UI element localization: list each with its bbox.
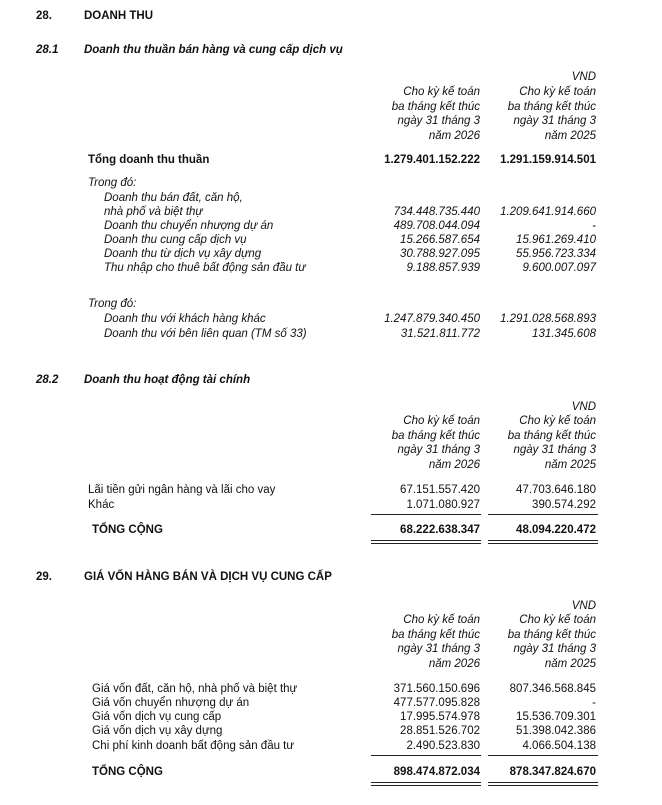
- row-label: Chi phí kinh doanh bất động sản đầu tư: [92, 740, 295, 752]
- value-2026: 1.279.401.152.222: [384, 154, 480, 166]
- row-label: Doanh thu với khách hàng khác: [104, 313, 266, 325]
- value-2025: 1.209.641.914.660: [500, 206, 596, 218]
- value-2025: -: [592, 220, 596, 232]
- row-label: Tổng doanh thu thuần: [88, 154, 210, 166]
- value-2025: 51.398.042.386: [516, 725, 596, 737]
- total-double-rule: [488, 540, 598, 544]
- row-label-continued: nhà phố và biệt thự: [104, 206, 203, 218]
- column-header-2026: Cho kỳ kế toán ba tháng kết thúc ngày 31 tháng 3 năm 2026: [391, 86, 480, 142]
- value-2026: 17.995.574.978: [400, 711, 480, 723]
- section-number: 29.: [36, 571, 52, 583]
- column-header-2025: Cho kỳ kế toán ba tháng kết thúc ngày 31 tháng 3 năm 2025: [507, 415, 596, 471]
- row-label: Giá vốn dịch vụ cung cấp: [92, 711, 222, 723]
- total-double-rule: [371, 540, 481, 544]
- row-label: Doanh thu với bên liên quan (TM số 33): [104, 328, 307, 340]
- row-label: TỔNG CỘNG: [92, 524, 163, 536]
- row-label: Doanh thu từ dịch vụ xây dựng: [104, 248, 262, 260]
- section-title: DOANH THU: [84, 10, 153, 22]
- subsection-title: Doanh thu hoạt động tài chính: [84, 374, 251, 386]
- row-label: Khác: [88, 499, 115, 511]
- value-2026: 489.708.044.094: [393, 220, 480, 232]
- unit-label: VND: [571, 71, 596, 83]
- value-2026: 67.151.557.420: [400, 484, 480, 496]
- subsection-number: 28.2: [36, 374, 59, 386]
- section-title: GIÁ VỐN HÀNG BÁN VÀ DỊCH VỤ CUNG CẤP: [84, 571, 332, 583]
- row-label: Thu nhập cho thuê bất động sản đầu tư: [104, 262, 306, 274]
- subsection-number: 28.1: [36, 44, 59, 56]
- column-header-2026: Cho kỳ kế toán ba tháng kết thúc ngày 31 tháng 3 năm 2026: [391, 415, 480, 471]
- column-header-2025: Cho kỳ kế toán ba tháng kết thúc ngày 31 tháng 3 năm 2025: [507, 86, 596, 142]
- value-2026: 30.788.927.095: [400, 248, 480, 260]
- value-2025: 1.291.159.914.501: [500, 154, 596, 166]
- value-2025: 878.347.824.670: [509, 766, 596, 778]
- row-label: Lãi tiền gửi ngân hàng và lãi cho vay: [88, 484, 276, 496]
- unit-label: VND: [571, 401, 596, 413]
- row-label: Doanh thu bán đất, căn hộ,: [104, 192, 243, 204]
- subsection-title: Doanh thu thuần bán hàng và cung cấp dịch vụ: [84, 44, 343, 56]
- value-2026: 371.560.150.696: [393, 683, 480, 695]
- value-2026: 28.851.526.702: [400, 725, 480, 737]
- row-label: Doanh thu cung cấp dịch vụ: [104, 234, 247, 246]
- row-label: Doanh thu chuyển nhượng dự án: [104, 220, 274, 232]
- total-double-rule: [488, 782, 598, 786]
- value-2026: 9.188.857.939: [406, 262, 480, 274]
- subtotal-rule: [371, 514, 481, 515]
- value-2025: 4.066.504.138: [522, 740, 596, 752]
- value-2025: -: [592, 697, 596, 709]
- row-label: TỔNG CỘNG: [92, 766, 163, 778]
- value-2025: 55.956.723.334: [516, 248, 596, 260]
- value-2026: 898.474.872.034: [393, 766, 480, 778]
- value-2026: 68.222.638.347: [400, 524, 480, 536]
- value-2025: 9.600.007.097: [522, 262, 596, 274]
- row-label: Giá vốn dịch vụ xây dựng: [92, 725, 223, 737]
- value-2026: 2.490.523.830: [406, 740, 480, 752]
- total-double-rule: [371, 782, 481, 786]
- value-2026: 734.448.735.440: [393, 206, 480, 218]
- group-label: Trong đó:: [88, 177, 137, 189]
- group-label: Trong đó:: [88, 298, 137, 310]
- row-label: Giá vốn đất, căn hộ, nhà phố và biệt thự: [92, 683, 298, 695]
- value-2026: 15.266.587.654: [400, 234, 480, 246]
- value-2025: 15.536.709.301: [516, 711, 596, 723]
- subtotal-rule: [488, 514, 598, 515]
- value-2026: 1.071.080.927: [406, 499, 480, 511]
- subtotal-rule: [488, 755, 598, 756]
- value-2025: 48.094.220.472: [516, 524, 596, 536]
- value-2025: 15.961.269.410: [516, 234, 596, 246]
- value-2025: 390.574.292: [532, 499, 596, 511]
- column-header-2026: Cho kỳ kế toán ba tháng kết thúc ngày 31 tháng 3 năm 2026: [391, 614, 480, 670]
- value-2025: 47.703.646.180: [516, 484, 596, 496]
- value-2025: 1.291.028.568.893: [500, 313, 596, 325]
- section-number: 28.: [36, 10, 52, 22]
- value-2026: 477.577.095.828: [393, 697, 480, 709]
- value-2026: 1.247.879.340.450: [384, 313, 480, 325]
- subtotal-rule: [371, 755, 481, 756]
- column-header-2025: Cho kỳ kế toán ba tháng kết thúc ngày 31 tháng 3 năm 2025: [507, 614, 596, 670]
- unit-label: VND: [571, 600, 596, 612]
- value-2025: 131.345.608: [532, 328, 596, 340]
- row-label: Giá vốn chuyển nhượng dự án: [92, 697, 250, 709]
- value-2025: 807.346.568.845: [509, 683, 596, 695]
- value-2026: 31.521.811.772: [400, 328, 480, 340]
